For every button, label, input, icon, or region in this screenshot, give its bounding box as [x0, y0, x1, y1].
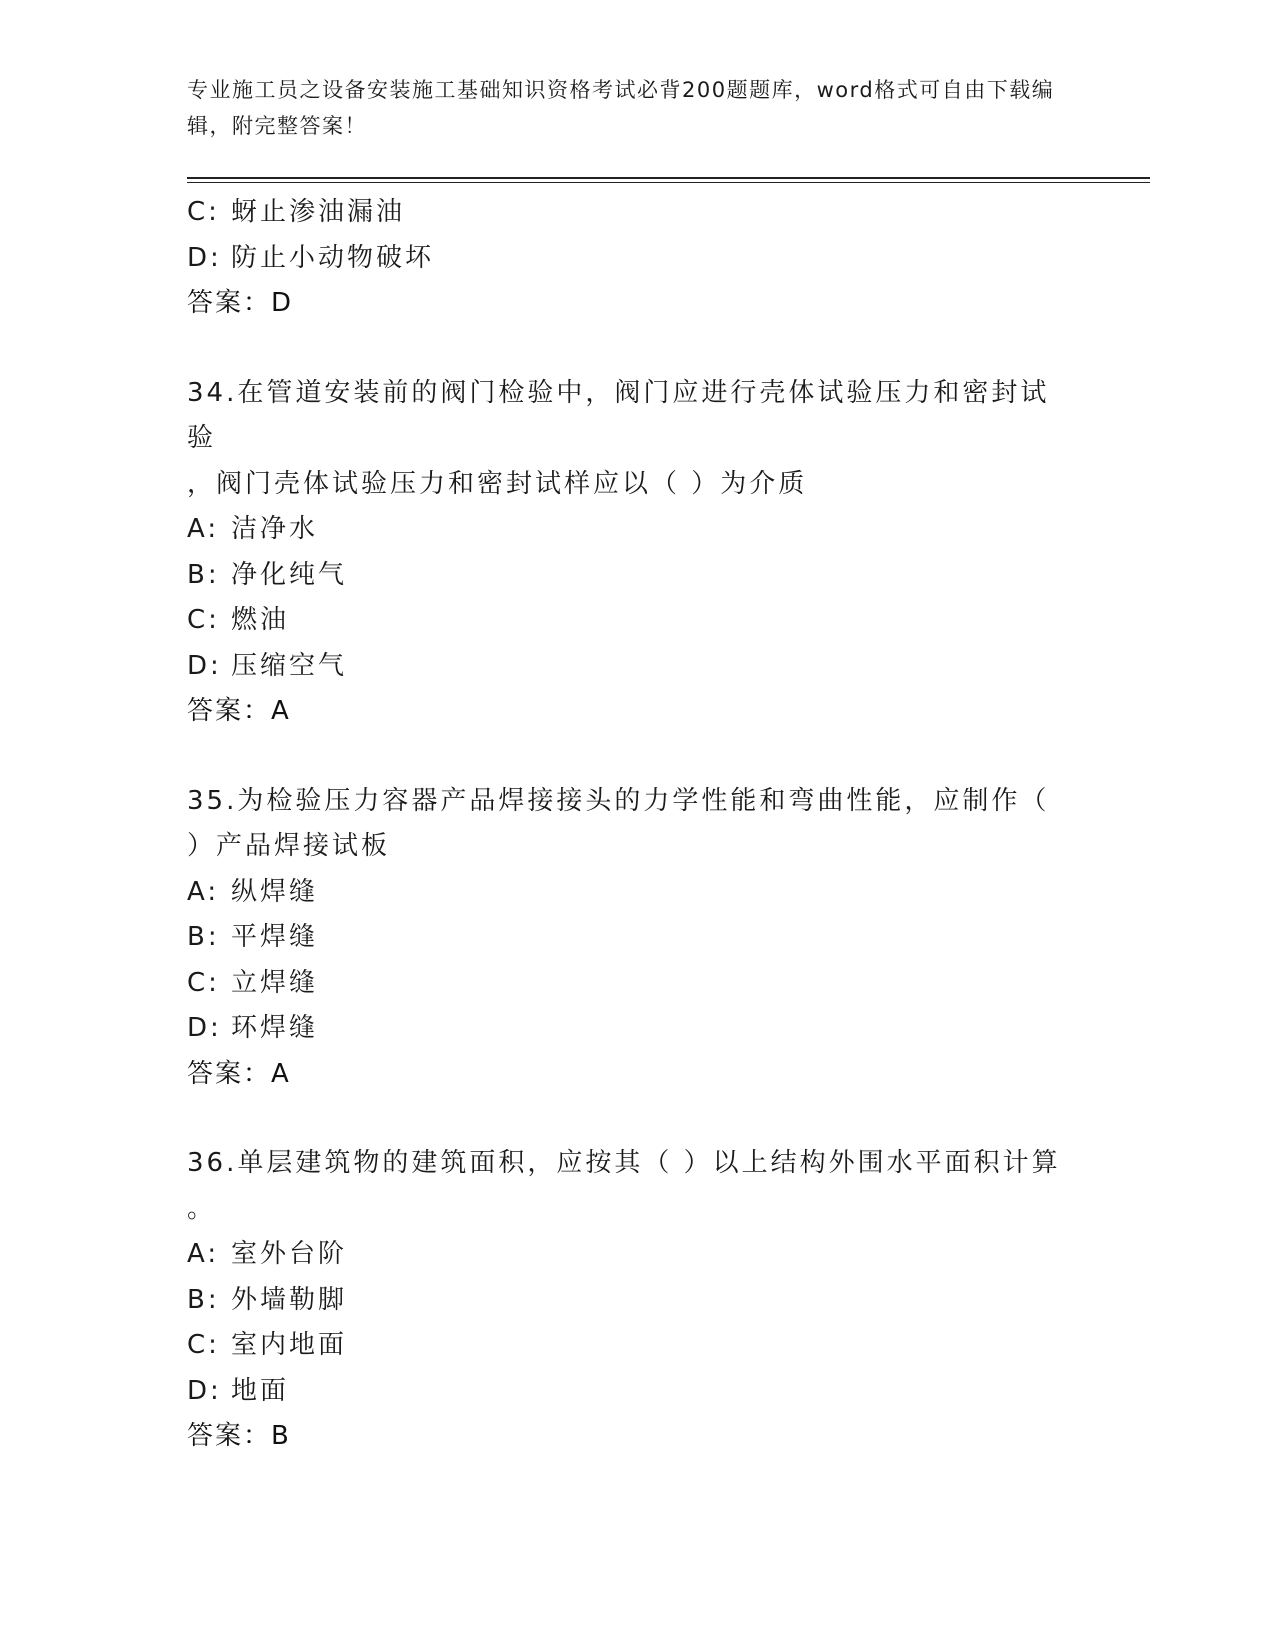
option-a: A: 洁净水	[187, 514, 319, 544]
option-a: A: 纵焊缝	[187, 876, 319, 907]
option-b: B: 外墙勒脚	[187, 1284, 348, 1315]
question-stem: 34.在管道安装前的阀门检验中，阀门应进行壳体试验压力和密封试验	[187, 377, 1050, 453]
option-c: C: 蚜止渗油漏油	[187, 197, 406, 227]
option-d: D: 环焊缝	[187, 1013, 319, 1043]
question-stem: 36.单层建筑物的建筑面积，应按其（ ）以上结构外围水平面积计算	[187, 1148, 1061, 1178]
question-stem-continued: ）产品焊接试板	[187, 831, 391, 861]
header-divider	[187, 177, 1150, 183]
option-c: C: 燃油	[187, 605, 290, 635]
question-content	[187, 190, 1087, 1460]
answer-line: 答案：A	[187, 1058, 291, 1089]
option-d: D: 防止小动物破坏	[187, 242, 435, 273]
spacer	[187, 1097, 1087, 1141]
question-34	[187, 371, 1087, 735]
option-a: A: 室外台阶	[187, 1239, 348, 1269]
prev-question-block	[187, 190, 1087, 327]
spacer	[187, 327, 1087, 371]
option-d: D: 地面	[187, 1375, 290, 1406]
option-b: B: 净化纯气	[187, 559, 348, 590]
spacer	[187, 735, 1087, 779]
question-36	[187, 1141, 1087, 1460]
question-stem: 35.为检验压力容器产品焊接接头的力学性能和弯曲性能，应制作（	[187, 785, 1050, 816]
option-c: C: 立焊缝	[187, 967, 319, 998]
answer-line: 答案：D	[187, 288, 294, 318]
answer-line: 答案：B	[187, 1421, 291, 1451]
question-stem-continued: ，阀门壳体试验压力和密封试样应以（ ）为介质	[187, 468, 808, 499]
document-header-title: 专业施工员之设备安装施工基础知识资格考试必背200题题库，word格式可自由下载编辑，附完整答案！	[187, 78, 1055, 138]
answer-line: 答案：A	[187, 696, 291, 726]
option-d: D: 压缩空气	[187, 650, 348, 681]
option-b: B: 平焊缝	[187, 922, 319, 952]
question-stem-continued: 。	[187, 1193, 217, 1224]
question-35	[187, 779, 1087, 1098]
option-c: C: 室内地面	[187, 1330, 348, 1360]
